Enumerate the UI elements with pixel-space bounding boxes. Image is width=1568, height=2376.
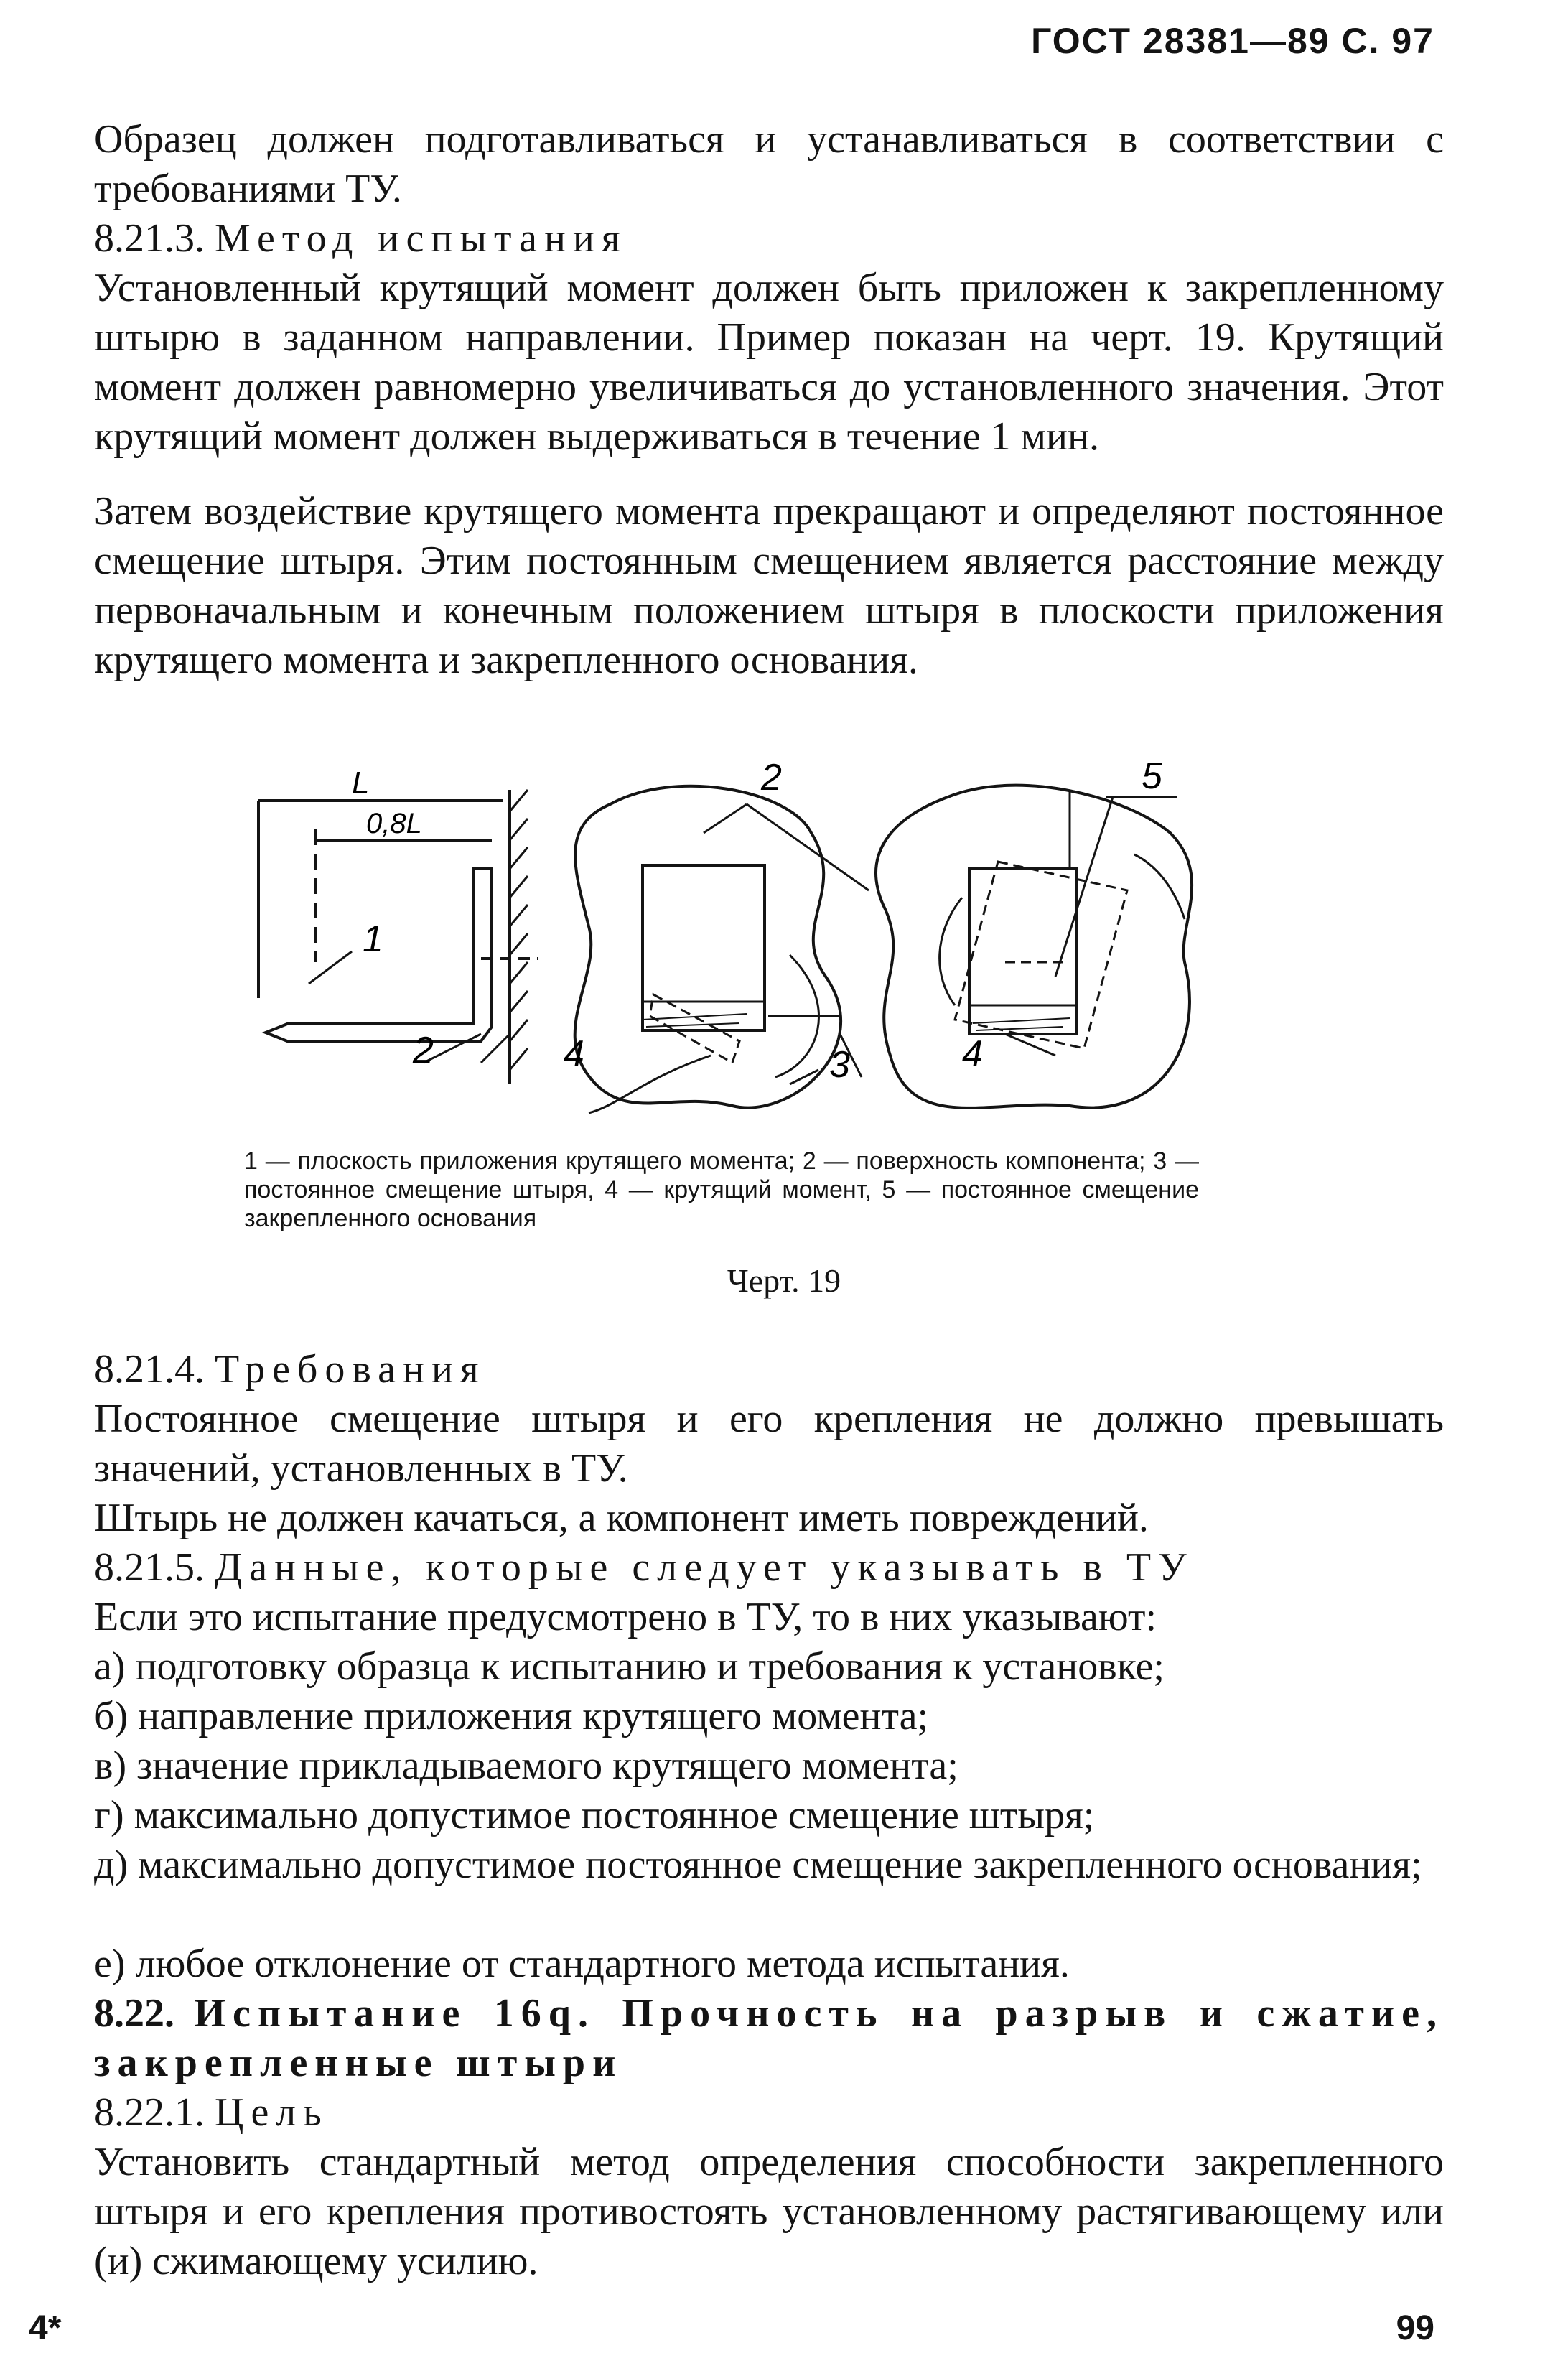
paragraph: Установленный крутящий момент должен быть приложен к закрепленному штырю в заданном направлении. Пример показан на черт. 19. Крутящий момент должен равномерно увеличиваться до установленного значения. Этот крутящий момент должен выдерживаться в течение 1 мин. [94, 266, 1444, 459]
list-item: б) направление приложения крутящего момента; [94, 1694, 929, 1738]
section-heading-8-22-1 [94, 2088, 1444, 2138]
list-item: г) максимально допустимое постоянное смещение штыря; [94, 1793, 1095, 1837]
paragraph: Если это испытание предусмотрено в ТУ, то в них указывают: [94, 1595, 1157, 1639]
label-4: 4 [564, 1033, 584, 1075]
page-mark: 4* [29, 2309, 62, 2347]
list-item: в) значение прикладываемого крутящего момента; [94, 1743, 958, 1788]
section-number: 8.21.4. [94, 1347, 205, 1392]
label-3: 3 [829, 1044, 850, 1086]
section-number: 8.22. [94, 1991, 174, 2036]
paragraph: Штырь не должен качаться, а компонент иметь повреждений. [94, 1496, 1149, 1540]
figure-title: Черт. 19 [727, 1262, 841, 1299]
label-2: 2 [413, 1030, 434, 1071]
paragraph: Затем воздействие крутящего момента прекращают и определяют постоянное смещение штыря. Этим постоянным смещением является расстояние между первоначальным и конечным положением штыря в плоскости приложения крутящего момента и закрепленного основания. [94, 489, 1444, 682]
list-item: д) максимально допустимое постоянное смещение закрепленного основания; [94, 1842, 1422, 1887]
label-L: L [352, 765, 370, 801]
label-2: 2 [761, 757, 782, 798]
label-1: 1 [363, 918, 383, 960]
section-heading-8-21-5 [94, 1543, 1444, 1593]
list-item: е) любое отклонение от стандартного метода испытания. [94, 1942, 1070, 1986]
label-4: 4 [962, 1033, 983, 1075]
paragraph: Постоянное смещение штыря и его крепления не должно превышать значений, установленных в ТУ. [94, 1397, 1444, 1491]
page-number: 99 [1396, 2309, 1434, 2347]
paragraph: Установить стандартный метод определения способности закрепленного штыря и его крепления противостоять установленному растягивающему или (и) сжимающему усилию. [94, 2140, 1444, 2283]
section-title: Испытание 16q. Прочность на разрыв и сжатие, закрепленные штыри [94, 1991, 1445, 2085]
section-title: Метод испытания [215, 216, 627, 261]
section-number: 8.21.5. [94, 1545, 205, 1590]
section-heading-8-22 [94, 1989, 1444, 2088]
section-heading-8-21-3 [94, 214, 1444, 264]
label-5: 5 [1142, 755, 1162, 797]
section-number: 8.22.1. [94, 2090, 205, 2135]
figure-caption: 1 — плоскость приложения крутящего момента; 2 — поверхность компонента; 3 — постоянное смещение штыря, 4 — крутящий момент, 5 — постоянное смещение закрепленного основания [244, 1147, 1199, 1232]
section-heading-8-21-4 [94, 1345, 1444, 1394]
section-title: Требования [215, 1347, 486, 1392]
figure-drawing [244, 747, 1228, 1149]
label-08L: 0,8L [366, 808, 422, 839]
section-number: 8.21.3. [94, 216, 205, 261]
paragraph: Образец должен подготавливаться и устанавливаться в соответствии с требованиями ТУ. [94, 117, 1444, 211]
section-title: Цель [215, 2090, 329, 2135]
list-item: а) подготовку образца к испытанию и требования к установке; [94, 1644, 1165, 1689]
section-title: Данные, которые следует указывать в ТУ [215, 1545, 1194, 1590]
page-header: ГОСТ 28381—89 С. 97 [1031, 21, 1434, 61]
